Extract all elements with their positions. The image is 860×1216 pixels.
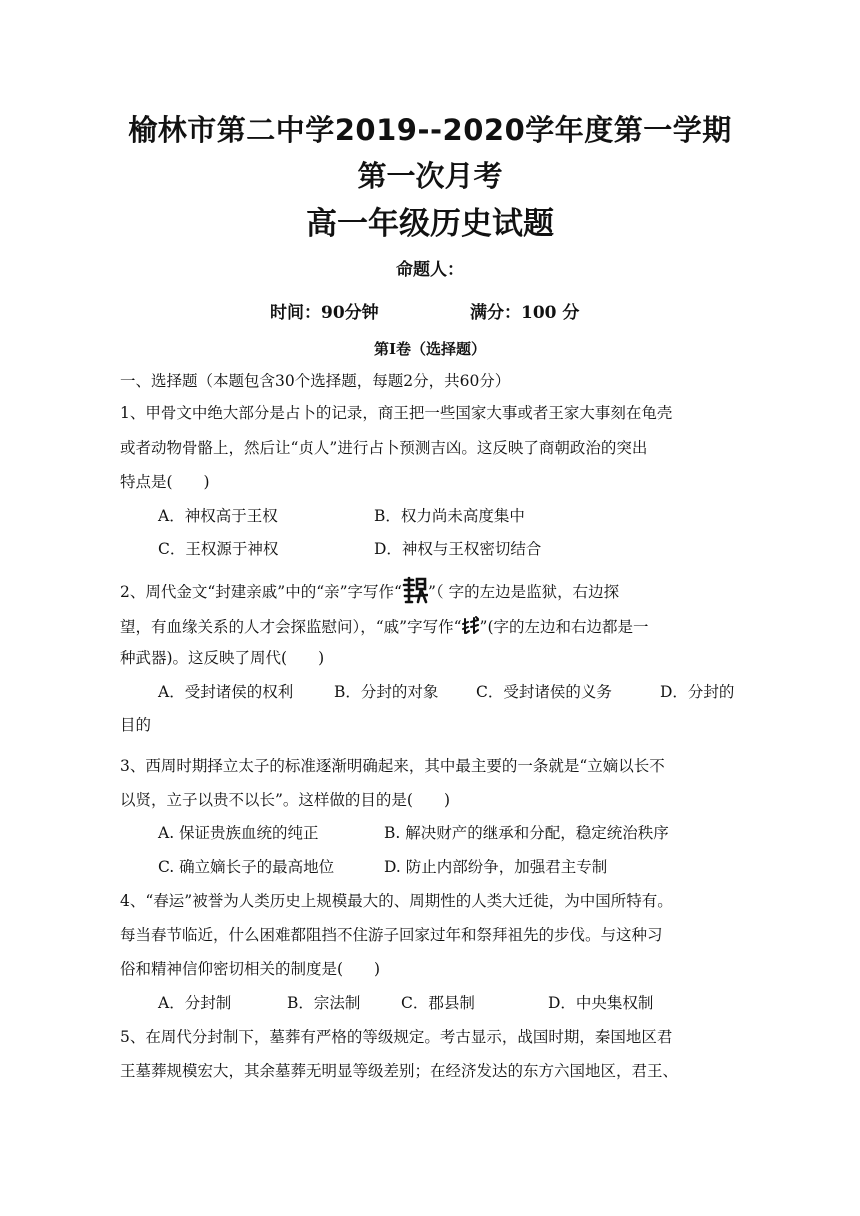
q2-option-b: B．分封的对象 (334, 683, 439, 701)
q1-stem-line2: 或者动物骨骼上，然后让“贞人”进行占卜预测吉凶。这反映了商朝政治的突出 (120, 439, 648, 457)
exam-title-line2: 第一次月考 (357, 159, 503, 193)
q2-stem-line1 (120, 576, 619, 610)
q4-stem-line1: 4、“春运”被誉为人类历史上规模最大的、周期性的人类大迁徙，为中国所特有。 (120, 892, 673, 910)
section-title: 第Ⅰ卷（选择题） (373, 340, 487, 358)
exam-title-line3: 高一年级历史试题 (306, 206, 554, 242)
q1-stem-line1: 1、甲骨文中绝大部分是占卜的记录，商王把一些国家大事或者王家大事刻在龟壳 (120, 404, 673, 422)
q2-option-d: D．分封的 (660, 683, 735, 701)
q4-stem-line3: 俗和精神信仰密切相关的制度是( ) (120, 960, 381, 978)
q1-stem-line3: 特点是( ) (120, 473, 210, 491)
q1-option-d: D．神权与王权密切结合 (374, 540, 542, 558)
q2-line2-text-a: 望，有血缘关系的人才会探监慰问），“戚”字写作“ (120, 617, 462, 636)
q2-option-d-continued: 目的 (120, 716, 152, 734)
q2-line2-text-b: ”(字的左边和右边都是一 (479, 617, 649, 636)
author-label: 命题人： (396, 260, 464, 280)
q3-option-b: B. 解决财产的继承和分配，稳定统治秩序 (384, 824, 669, 842)
q4-stem-line2: 每当春节临近，什么困难都阻挡不住游子回家过年和祭拜祖先的步伐。与这种习 (120, 926, 663, 944)
q2-stem-line3: 种武器)。这反映了周代( ) (120, 649, 325, 667)
q4-option-b: B．宗法制 (287, 994, 361, 1012)
q1-option-b: B．权力尚未高度集中 (374, 507, 525, 525)
q1-option-a: A．神权高于王权 (158, 507, 278, 525)
bronze-qi-character-image (462, 616, 480, 640)
q3-option-c: C. 确立嫡长子的最高地位 (158, 858, 335, 876)
q5-stem-line1: 5、在周代分封制下，墓葬有严格的等级规定。考古显示，战国时期，秦国地区君 (120, 1028, 673, 1046)
section-instruction: 一、选择题（本题包含30个选择题，每题2分，共60分） (120, 372, 511, 390)
q1-option-c: C．王权源于神权 (158, 540, 279, 558)
q3-option-d: D. 防止内部纷争，加强君主专制 (384, 858, 608, 876)
q4-option-d: D．中央集权制 (548, 994, 654, 1012)
q3-stem-line1: 3、西周时期择立太子的标准逐渐明确起来，其中最主要的一条就是“立嫡以长不 (120, 757, 665, 775)
q2-line1-text-a: 2、周代金文“封建亲戚”中的“亲”字写作“ (120, 582, 402, 601)
bronze-qin-character-image (402, 576, 428, 610)
q2-option-c: C．受封诸侯的义务 (476, 683, 612, 701)
q3-option-a: A. 保证贵族血统的纯正 (158, 824, 319, 842)
exam-title-line1: 榆林市第二中学2019--2020学年度第一学期 (128, 113, 732, 147)
q3-stem-line2: 以贤，立子以贵不以长”。这样做的目的是( ) (120, 791, 451, 809)
q2-stem-line2 (120, 616, 649, 640)
q4-option-a: A．分封制 (158, 994, 232, 1012)
q2-line1-text-b: ”（ 字的左边是监狱，右边探 (427, 582, 620, 601)
time-limit: 时间：90分钟 (270, 303, 379, 323)
q2-option-a: A．受封诸侯的权利 (158, 683, 294, 701)
q4-option-c: C．郡县制 (401, 994, 475, 1012)
q5-stem-line2: 王墓葬规模宏大，其余墓葬无明显等级差别；在经济发达的东方六国地区，君王、 (120, 1062, 679, 1080)
full-score: 满分：100 分 (470, 303, 580, 323)
